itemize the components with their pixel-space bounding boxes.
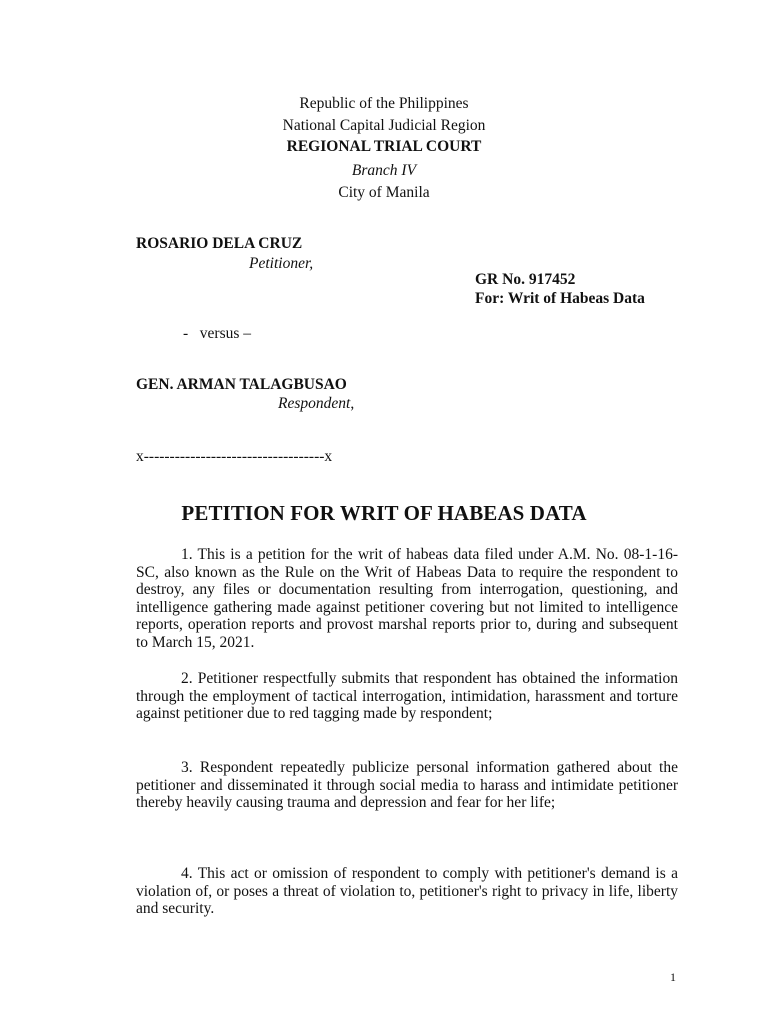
petitioner-role: Petitioner, xyxy=(249,255,314,272)
petitioner-name: ROSARIO DELA CRUZ xyxy=(136,235,303,252)
paragraph-2: 2. Petitioner respectfully submits that respondent has obtained the information through the employment of tactical interrogation, intimidation, harassment and torture against petitioner due to red tagging made by respondent; xyxy=(136,670,678,722)
page-number: 1 xyxy=(670,970,676,984)
paragraph-4: 4. This act or omission of respondent to comply with petitioner's demand is a violation of, or poses a threat of violation to, petitioner's right to privacy in life, liberty and security. xyxy=(136,865,678,917)
paragraph-1: 1. This is a petition for the writ of habeas data filed under A.M. No. 08-1-16- SC, also known as the Rule on the Writ of Habeas Data to require the respondent to destroy, any files or documentation resulting from interrogation, questioning, and intelligence gathering made against petitioner covering but not limited to intelligence reports, operation reports and provost marshal reports prior to, during and subsequent to March 15, 2021. xyxy=(136,546,678,651)
respondent-name: GEN. ARMAN TALAGBUSAO xyxy=(136,376,347,393)
header-region: National Capital Judicial Region xyxy=(282,117,486,134)
header-court: REGIONAL TRIAL COURT xyxy=(286,138,482,155)
case-for: For: Writ of Habeas Data xyxy=(475,290,645,307)
respondent-comma: , xyxy=(350,395,355,412)
header-branch: Branch IV xyxy=(351,162,417,179)
case-number: GR No. 917452 xyxy=(475,271,576,288)
caption-separator: x-----------------------------------x xyxy=(136,448,333,465)
respondent-role: Respondent xyxy=(278,395,351,412)
header-city: City of Manila xyxy=(338,184,430,201)
paragraph-3: 3. Respondent repeatedly publicize personal information gathered about the petitioner and disseminated it through social media to harass and intimidate petitioner thereby heavily causing trauma and depression and fear for her life; xyxy=(136,759,678,811)
document-title: PETITION FOR WRIT OF HABEAS DATA xyxy=(181,501,587,525)
header-republic: Republic of the Philippines xyxy=(299,95,469,112)
respondent-role-line xyxy=(278,394,354,414)
versus-label: - versus – xyxy=(183,325,252,342)
